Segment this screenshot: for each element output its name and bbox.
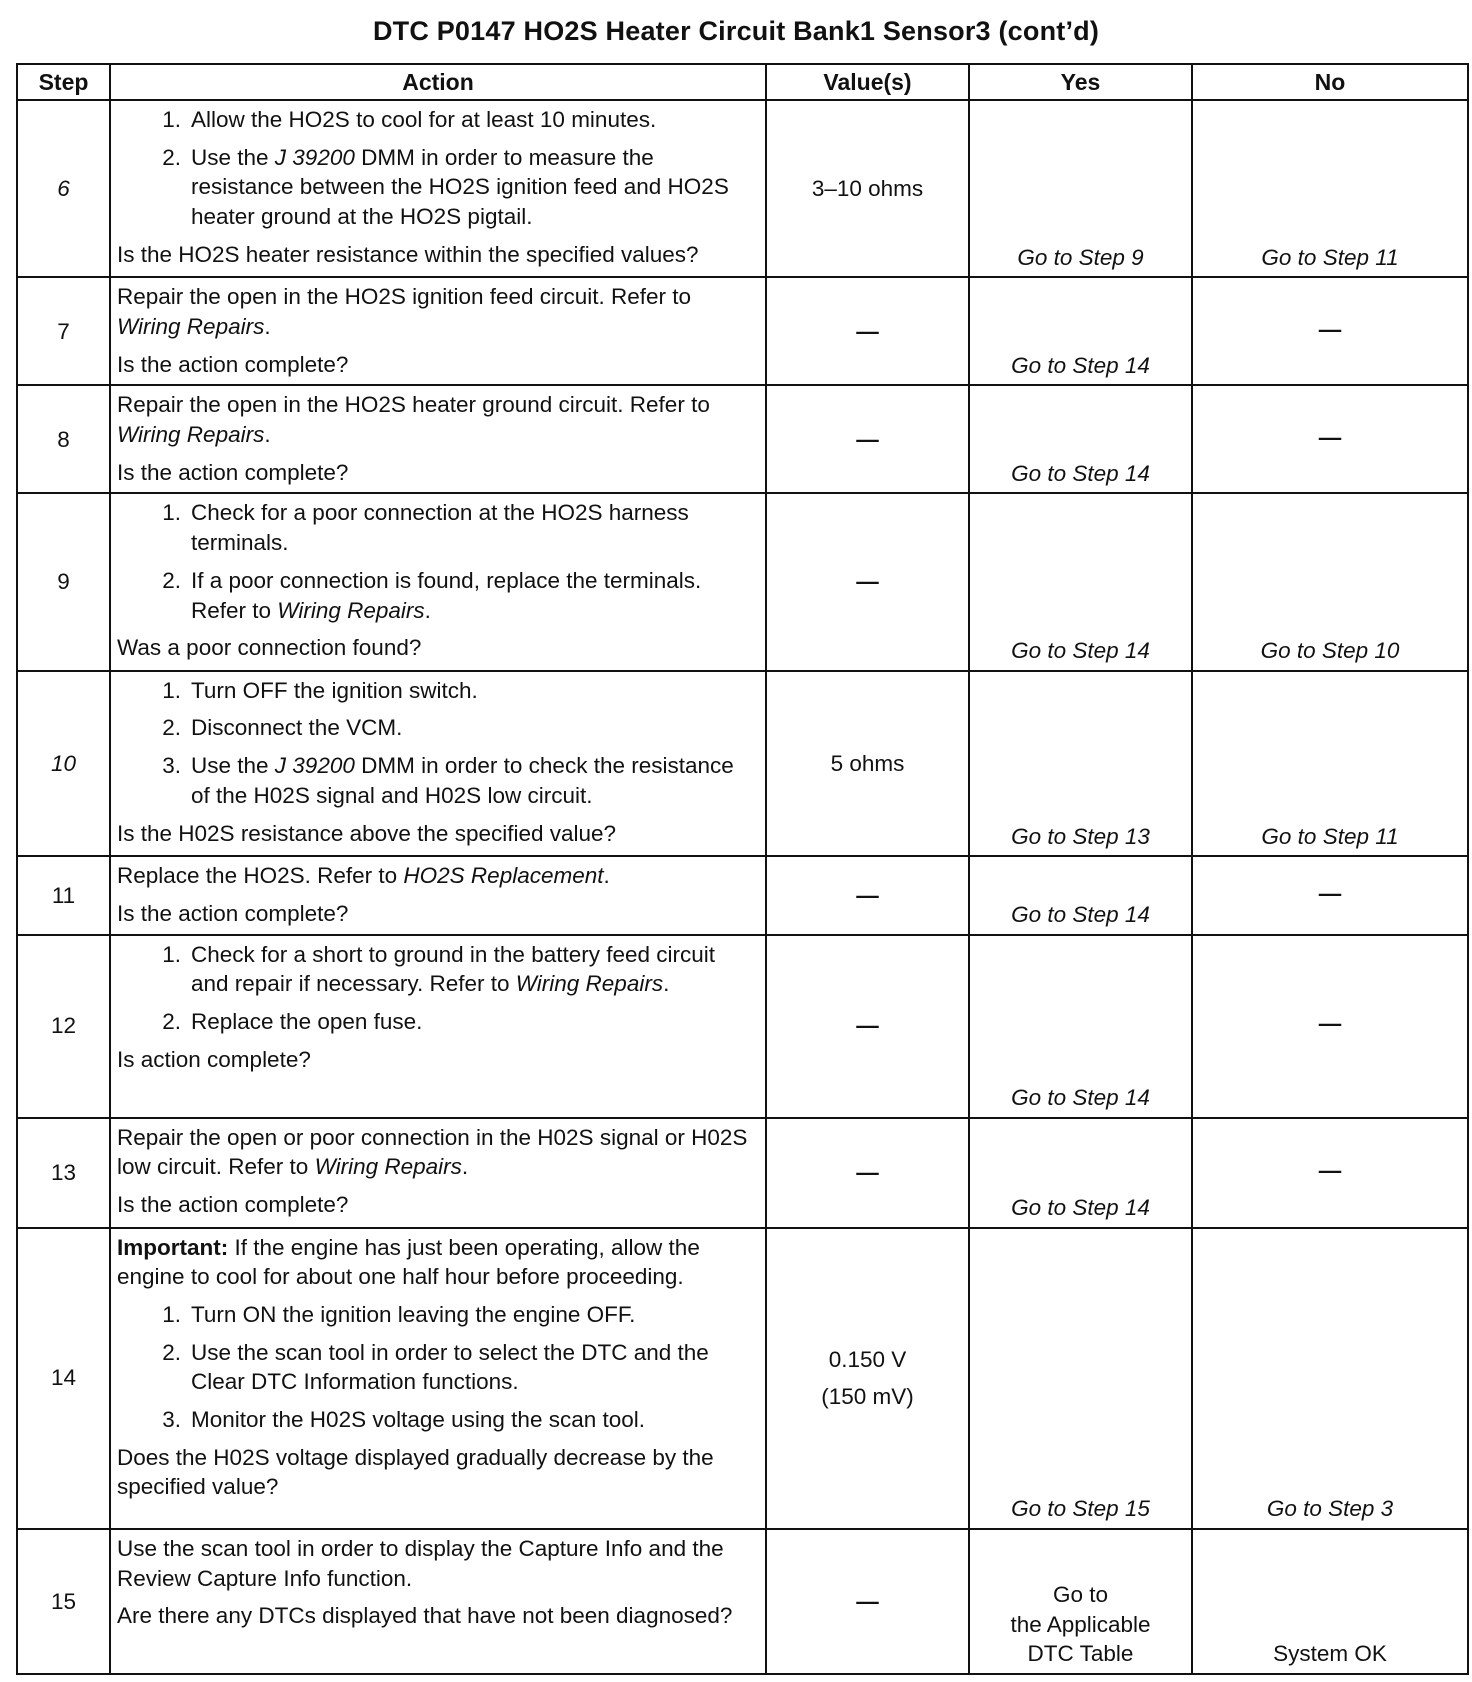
list-item: 2. Use the J 39200 DMM in order to measure the resistance between the HO2S ignition feed and HO2S heater ground at the HO2S pigtail.	[162, 144, 729, 230]
no-cell: Go to Step 3	[1192, 1228, 1468, 1529]
yes-cell: Go to Step 14	[969, 1118, 1192, 1228]
no-cell: —	[1192, 935, 1468, 1118]
header-step: Step	[17, 64, 110, 100]
no-cell: —	[1192, 385, 1468, 493]
header-row	[17, 64, 1468, 100]
action-cell	[110, 100, 766, 277]
step-number: 10	[17, 671, 110, 857]
action-cell: Repair the open in the HO2S heater ground circuit. Refer to Wiring Repairs. Is the action complete?	[110, 385, 766, 493]
yes-cell: Go to Step 14	[969, 277, 1192, 385]
question-text: Is the action complete?	[117, 1191, 349, 1217]
no-cell: —	[1192, 1118, 1468, 1228]
step-number: 13	[17, 1118, 110, 1228]
table-row	[17, 493, 1468, 670]
yes-cell: Go to Step 14	[969, 935, 1192, 1118]
header-yes: Yes	[969, 64, 1192, 100]
list-item: 3. Monitor the H02S voltage using the scan tool.	[162, 1407, 646, 1433]
value-cell: —	[766, 856, 969, 934]
table-row	[17, 856, 1468, 934]
question-text: Does the H02S voltage displayed gradually decrease by the specified value?	[117, 1444, 714, 1500]
question-text: Are there any DTCs displayed that have not been diagnosed?	[117, 1603, 733, 1629]
step-number: 14	[17, 1228, 110, 1529]
step-number: 8	[17, 385, 110, 493]
step-number: 9	[17, 493, 110, 670]
important-note: Important: If the engine has just been operating, allow the engine to cool for about one half hour before proceeding.	[117, 1234, 700, 1290]
yes-cell: Go to Step 9	[969, 100, 1192, 277]
table-row	[17, 935, 1468, 1118]
table-row	[17, 100, 1468, 277]
action-cell: Repair the open in the HO2S ignition feed circuit. Refer to Wiring Repairs. Is the action complete?	[110, 277, 766, 385]
table-row	[17, 277, 1468, 385]
value-cell: 3–10 ohms	[766, 100, 969, 277]
table-row	[17, 1228, 1468, 1529]
list-item: 1. Turn ON the ignition leaving the engine OFF.	[162, 1301, 636, 1327]
action-cell	[110, 493, 766, 670]
header-values: Value(s)	[766, 64, 969, 100]
no-cell: —	[1192, 277, 1468, 385]
list-item: 1. Check for a poor connection at the HO2S harness terminals.	[162, 500, 689, 556]
list-item: 1. Turn OFF the ignition switch.	[162, 677, 478, 703]
list-item: 2. Use the scan tool in order to select the DTC and the Clear DTC Information functions.	[162, 1339, 709, 1395]
value-cell: —	[766, 493, 969, 670]
action-cell: Repair the open or poor connection in the H02S signal or H02S low circuit. Refer to Wiring Repairs. Is the action complete?	[110, 1118, 766, 1228]
no-cell: System OK	[1192, 1529, 1468, 1674]
question-text: Is the HO2S heater resistance within the specified values?	[117, 241, 699, 267]
table-row	[17, 1529, 1468, 1674]
yes-cell: Go to Step 14	[969, 493, 1192, 670]
action-cell: Replace the HO2S. Refer to HO2S Replacement. Is the action complete?	[110, 856, 766, 934]
list-item: 3. Use the J 39200 DMM in order to check the resistance of the H02S signal and H02S low circuit.	[162, 753, 734, 808]
action-cell	[110, 935, 766, 1118]
question-text: Is action complete?	[117, 1046, 311, 1072]
action-cell	[110, 671, 766, 857]
diagnostic-table	[16, 63, 1469, 1675]
value-cell: 0.150 V (150 mV)	[766, 1228, 969, 1529]
list-item: 2. Disconnect the VCM.	[162, 715, 403, 741]
list-item: 1. Allow the HO2S to cool for at least 10 minutes.	[162, 107, 657, 132]
value-cell: 5 ohms	[766, 671, 969, 857]
question-text: Is the action complete?	[117, 351, 349, 377]
table-row	[17, 385, 1468, 493]
action-cell	[110, 1228, 766, 1529]
no-cell: Go to Step 10	[1192, 493, 1468, 670]
step-number: 12	[17, 935, 110, 1118]
action-cell: Use the scan tool in order to display the Capture Info and the Review Capture Info function. Are there any DTCs displayed that have not been diagnosed?	[110, 1529, 766, 1674]
question-text: Is the action complete?	[117, 459, 349, 485]
no-cell: —	[1192, 856, 1468, 934]
yes-cell: Go to Step 13	[969, 671, 1192, 857]
value-cell: —	[766, 935, 969, 1118]
step-number: 6	[17, 100, 110, 277]
list-item: 2. If a poor connection is found, replace the terminals. Refer to Wiring Repairs.	[162, 567, 702, 623]
step-number: 15	[17, 1529, 110, 1674]
table-row	[17, 671, 1468, 857]
step-number: 11	[17, 856, 110, 934]
question-text: Is the action complete?	[117, 901, 349, 927]
question-text: Is the H02S resistance above the specified value?	[117, 820, 617, 846]
yes-cell: Go to the Applicable DTC Table	[969, 1529, 1192, 1674]
value-cell: —	[766, 277, 969, 385]
value-cell: —	[766, 1118, 969, 1228]
yes-cell: Go to Step 14	[969, 856, 1192, 934]
header-action: Action	[110, 64, 766, 100]
yes-cell: Go to Step 14	[969, 385, 1192, 493]
list-item: 2. Replace the open fuse.	[162, 1008, 423, 1034]
yes-cell: Go to Step 15	[969, 1228, 1192, 1529]
question-text: Was a poor connection found?	[117, 635, 422, 661]
no-cell: Go to Step 11	[1192, 671, 1468, 857]
no-cell: Go to Step 11	[1192, 100, 1468, 277]
list-item: 1. Check for a short to ground in the battery feed circuit and repair if necessary. Refer to Wiring Repairs.	[162, 941, 716, 997]
value-cell: —	[766, 1529, 969, 1674]
step-number: 7	[17, 277, 110, 385]
page-title: DTC P0147 HO2S Heater Circuit Bank1 Sensor3 (cont’d)	[372, 16, 1100, 46]
header-no: No	[1192, 64, 1468, 100]
value-cell: —	[766, 385, 969, 493]
table-row	[17, 1118, 1468, 1228]
